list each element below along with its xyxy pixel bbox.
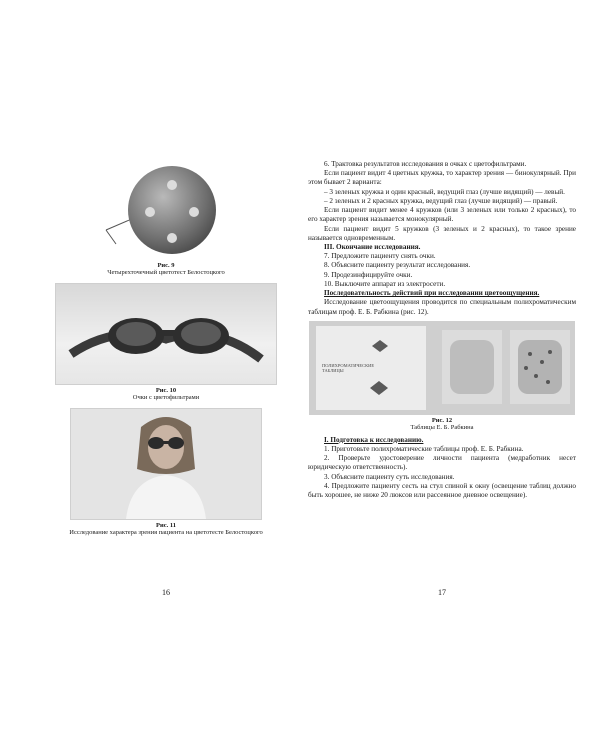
paragraph-variant-right: – 2 зеленых и 2 красных кружка, ведущий глаз (лучше видящий) — правый. — [324, 196, 558, 205]
goggles-illustration — [56, 284, 276, 384]
figure-11 — [30, 408, 302, 537]
paragraph-simultaneous: Если пациент видит 5 кружков (3 зеленых и 2 красных), то такое зрение называется одновременным. — [308, 224, 576, 242]
sequence-heading: Последовательность действий при исследовании цветоощущения. — [324, 289, 540, 298]
paragraph-binocular: Если пациент видит 4 цветных кружка, то характер зрения — бинокулярный. При этом бывает 2 варианта: — [308, 169, 576, 187]
figure-12-number: Рис. 12 — [431, 416, 453, 424]
figure-12 — [308, 321, 576, 432]
step-7: 7. Предложите пациенту снять очки. — [324, 252, 436, 261]
rabkin-tables-photo — [309, 321, 575, 415]
figure-9-number: Рис. 9 — [157, 262, 175, 269]
step-9: 9. Продезинфицируйте очки. — [324, 270, 413, 279]
figure-12-caption: Таблицы Е. Б. Рабкина — [410, 423, 474, 431]
step-4: 4. Предложите пациенту сесть на стул спиной к окну (освещение таблиц должно быть хорошее, не ниже 20 люксов или рассеянное дневное освещение). — [308, 481, 576, 499]
step-10: 10. Выключите аппарат из электросети. — [324, 279, 446, 288]
patient-illustration — [71, 409, 261, 519]
figure-11-caption: Исследование характера зрения пациента на цветотесте Белостоцкого — [69, 529, 263, 537]
paragraph-variant-left: – 3 зеленых кружка и один красный, ведущий глаз (лучше видящий) — левый. — [324, 187, 565, 196]
belostotsky-disc-illustration — [86, 160, 246, 260]
right-page — [308, 160, 576, 600]
page-number-left: 16 — [162, 588, 170, 597]
step-3: 3. Объясните пациенту суть исследования. — [324, 472, 455, 481]
book-cover-text: ПОЛИХРОМАТИЧЕСКИЕ ТАБЛИЦЫ — [322, 362, 375, 373]
filter-glasses-photo — [55, 283, 277, 385]
color-test-photo — [86, 160, 246, 260]
figure-10-caption: Очки с цветофильтрами — [132, 394, 200, 402]
figure-9 — [30, 160, 302, 277]
patient-test-photo — [70, 408, 262, 520]
figure-11-number: Рис. 11 — [156, 521, 176, 529]
intro-paragraph: Исследование цветоощущения проводится по специальным полихроматическим таблицам проф. Е. Б. Рабкина (рис. 12). — [308, 298, 576, 316]
paragraph-interpretation: 6. Трактовка результатов исследования в очках с цветофильтрами. — [324, 160, 527, 168]
figure-9-caption: Четырехточечный цветотест Белостоцкого — [107, 269, 225, 277]
step-2: 2. Проверьте удостоверение личности пациента (медработник несет юридическую ответственность). — [308, 454, 576, 472]
section-3-heading: III. Окончание исследования. — [324, 242, 421, 251]
step-8: 8. Объясните пациенту результат исследования. — [324, 261, 471, 270]
left-page — [30, 160, 302, 600]
figure-10 — [30, 283, 302, 402]
figure-10-number: Рис. 10 — [155, 386, 177, 394]
page-number-right: 17 — [438, 588, 446, 597]
section-1-heading: I. Подготовка к исследованию. — [324, 435, 424, 444]
step-1: 1. Приготовьте полихроматические таблицы проф. Е. Б. Рабкина. — [324, 444, 524, 453]
paragraph-monocular: Если пациент видит менее 4 кружков (или 3 зеленых или только 2 красных), то его характер зрения называется монокулярный. — [308, 206, 576, 224]
